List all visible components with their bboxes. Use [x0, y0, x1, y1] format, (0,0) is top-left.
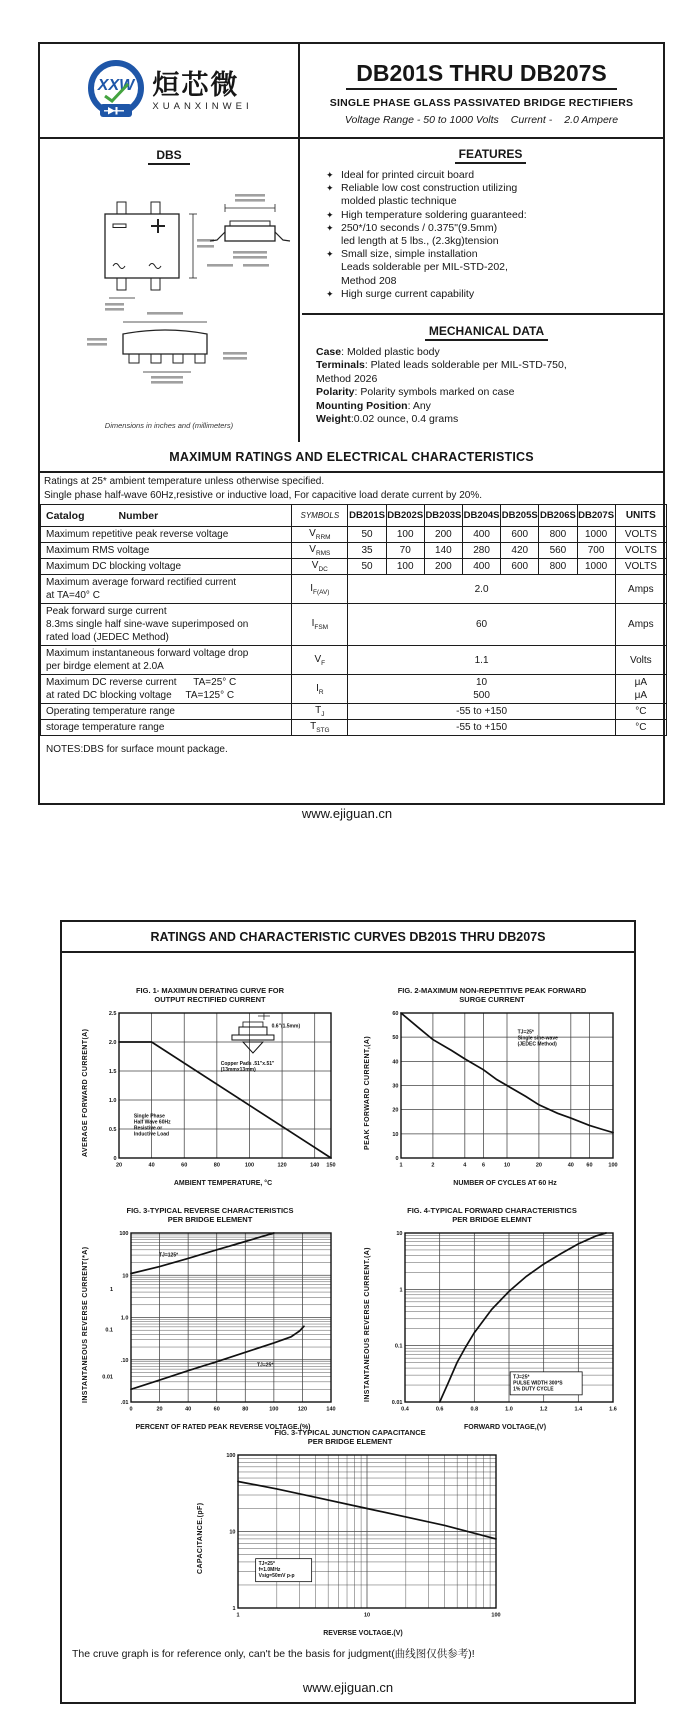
svg-text:f=1.0MHz: f=1.0MHz	[258, 1567, 280, 1574]
features-section	[302, 139, 663, 315]
svg-text:1% DUTY CYCLE: 1% DUTY CYCLE	[512, 1386, 554, 1393]
feature-line	[326, 275, 655, 288]
row-symbol: $I_R$	[292, 675, 348, 704]
row-label: Maximum DC blocking voltage	[41, 559, 292, 575]
row-value-span: -55 to +150	[348, 704, 615, 720]
feature-text: Method 208	[341, 274, 397, 287]
brand-name-en: XUANXINWEI	[152, 100, 253, 112]
svg-text:0: 0	[128, 1406, 133, 1413]
svg-text:.01: .01	[120, 1400, 128, 1406]
feature-text: Reliable low cost construction utilizing	[341, 182, 518, 195]
svg-text:1: 1	[235, 1612, 240, 1619]
svg-text:140: 140	[309, 1162, 319, 1169]
row-value: 700	[577, 543, 615, 559]
fig1-title: FIG. 1- MAXIMUN DERATING CURVE FOR OUTPUT RECTIFIED CURRENT	[135, 986, 285, 1004]
feature-bullet-icon: ✦	[326, 183, 334, 194]
row-symbol: $V_{RRM}$	[292, 527, 348, 543]
row-units: °C	[615, 720, 666, 736]
svg-text:0.1: 0.1	[394, 1343, 402, 1350]
svg-text:100: 100	[490, 1612, 501, 1619]
mech-line: Terminals: Plated leads solderable per MIL-STD-750,	[316, 359, 567, 372]
svg-text:80: 80	[241, 1406, 248, 1413]
row-symbol: $V_{DC}$	[292, 559, 348, 575]
row-value: 50	[348, 559, 386, 575]
row-units: VOLTS	[615, 527, 666, 543]
feature-text: High surge current capability	[341, 287, 475, 300]
feature-bullet-icon	[326, 235, 341, 248]
svg-text:2: 2	[430, 1162, 434, 1169]
notes-bottom: NOTES:DBS for surface mount package.	[46, 744, 228, 755]
fig3-plot-host	[89, 1226, 339, 1423]
series-tj-125	[131, 1233, 274, 1274]
row-value: 100	[386, 527, 424, 543]
subtitle: SINGLE PHASE GLASS PASSIVATED BRIDGE RECTIFIERS	[329, 96, 634, 109]
svg-text:1.0: 1.0	[504, 1406, 513, 1413]
svg-text:20: 20	[156, 1406, 163, 1413]
svg-text:0.8: 0.8	[470, 1406, 478, 1413]
fig5-block	[178, 1428, 522, 1637]
mechanical-section	[302, 315, 663, 426]
svg-text:40: 40	[148, 1162, 155, 1169]
svg-text:120: 120	[297, 1406, 307, 1413]
mechanical-list	[316, 346, 657, 426]
curves-page-title: RATINGS AND CHARACTERISTIC CURVES DB201S THRU DB207S	[62, 922, 634, 953]
row-value: 600	[501, 559, 539, 575]
svg-text:10: 10	[503, 1162, 510, 1169]
svg-text:1.5: 1.5	[108, 1069, 116, 1075]
feature-line	[326, 195, 655, 208]
feature-line	[326, 288, 655, 301]
svg-text:80: 80	[213, 1162, 220, 1169]
row-value-span: -55 to +150	[348, 720, 615, 736]
mech-line: Method 2026	[316, 372, 378, 385]
ratings-notes	[40, 473, 663, 504]
feature-text: 250*/10 seconds / 0.375"(9.5mm)	[341, 221, 498, 234]
row-label: Maximum DC reverse current TA=25° C at rated DC blocking voltage TA=125° C	[41, 675, 292, 704]
feature-text: Small size, simple installation	[341, 248, 478, 261]
svg-text:100: 100	[244, 1162, 254, 1169]
svg-text:0.1: 0.1	[104, 1327, 113, 1334]
svg-text:150: 150	[325, 1162, 336, 1169]
svg-text:60: 60	[180, 1162, 187, 1169]
brand-text	[152, 70, 252, 112]
svg-text:TJ=125*: TJ=125*	[158, 1252, 178, 1259]
fig1-plot	[89, 1006, 339, 1174]
svg-text:60: 60	[585, 1162, 593, 1169]
col-header-device: DB205S	[501, 505, 539, 527]
ratings-table	[40, 504, 667, 736]
ratings-band-title: MAXIMUM RATINGS AND ELECTRICAL CHARACTERISTICS	[40, 442, 663, 473]
svg-text:Vsig=50mV p-p: Vsig=50mV p-p	[258, 1573, 295, 1580]
svg-text:30: 30	[391, 1083, 398, 1090]
svg-text:20: 20	[535, 1162, 542, 1169]
brand-name-cn: 烜芯微	[152, 69, 240, 100]
svg-text:60: 60	[213, 1406, 220, 1413]
row-units: °C	[615, 704, 666, 720]
svg-text:6: 6	[481, 1162, 485, 1169]
col-header-device: DB202S	[386, 505, 424, 527]
svg-text:0.4: 0.4	[400, 1406, 409, 1413]
svg-text:.10: .10	[120, 1357, 128, 1364]
row-label: Maximum average forward rectified current at TA=40° C	[41, 575, 292, 604]
row-value: 280	[462, 543, 500, 559]
col-header-device: DB203S	[424, 505, 462, 527]
table-row	[41, 559, 667, 575]
row-symbol: $I_{FSM}$	[292, 604, 348, 646]
row-value: 140	[424, 543, 462, 559]
svg-text:10: 10	[391, 1131, 398, 1138]
ratings-summary	[345, 114, 618, 126]
fig2-xlabel: NUMBER OF CYCLES AT 60 Hz	[453, 1180, 557, 1187]
svg-text:1.6: 1.6	[608, 1406, 617, 1413]
feature-line	[326, 222, 655, 235]
fig5-plot-host	[204, 1448, 504, 1629]
logo-icon	[85, 59, 147, 123]
right-panel	[302, 139, 663, 442]
row-value: 600	[501, 527, 539, 543]
svg-text:0.5: 0.5	[108, 1127, 116, 1133]
svg-text:TJ=25*: TJ=25*	[512, 1374, 529, 1381]
row-value-span: 60	[348, 604, 615, 646]
col-header-device: DB207S	[577, 505, 615, 527]
svg-text:60: 60	[391, 1011, 398, 1017]
svg-text:TJ=25*: TJ=25*	[258, 1561, 275, 1568]
svg-text:1: 1	[231, 1606, 235, 1612]
svg-text:40: 40	[391, 1059, 398, 1066]
svg-text:4: 4	[462, 1162, 466, 1169]
col-header-device: DB204S	[462, 505, 500, 527]
row-value: 800	[539, 559, 577, 575]
mech-line: Polarity: Polarity symbols marked on case	[316, 386, 515, 399]
svg-text:1.0: 1.0	[120, 1315, 128, 1322]
package-drawing-panel	[40, 139, 300, 442]
svg-text:120: 120	[276, 1162, 287, 1169]
logo	[40, 44, 300, 137]
fig3-block	[70, 1206, 350, 1431]
svg-text:10: 10	[363, 1612, 370, 1619]
fig1-block	[70, 986, 350, 1187]
svg-text:Copper Pads .51"x.51": Copper Pads .51"x.51"	[220, 1061, 274, 1068]
fig5-xlabel: REVERSE VOLTAGE.(V)	[323, 1630, 403, 1637]
table-row	[41, 527, 667, 543]
svg-text:(JEDEC Method): (JEDEC Method)	[517, 1041, 557, 1048]
row-symbol: $V_{RMS}$	[292, 543, 348, 559]
mechanical-title: MECHANICAL DATA	[316, 324, 657, 338]
fig2-block	[350, 986, 634, 1187]
svg-text:40: 40	[184, 1406, 191, 1413]
svg-text:0.01: 0.01	[101, 1374, 113, 1381]
feature-text: High temperature soldering guaranteed:	[341, 208, 527, 221]
title-block	[300, 44, 663, 137]
svg-text:1: 1	[109, 1286, 113, 1293]
svg-text:0: 0	[394, 1156, 398, 1162]
logo-letters: XXW	[98, 76, 135, 94]
reference-note: The cruve graph is for reference only, can't be the basis for judgment(曲线图仅供参考)!	[72, 1648, 475, 1660]
features-title: FEATURES	[326, 147, 655, 161]
row-units: Amps	[615, 604, 666, 646]
feature-bullet-icon: ✦	[326, 170, 334, 180]
feature-bullet-icon	[326, 195, 341, 208]
svg-text:Resistive or: Resistive or	[133, 1125, 162, 1132]
svg-text:Inductive Load: Inductive Load	[133, 1131, 169, 1138]
svg-text:100: 100	[607, 1162, 618, 1169]
col-header-device: DB201S	[348, 505, 386, 527]
svg-text:1.4: 1.4	[574, 1406, 582, 1413]
table-header-row	[41, 505, 667, 527]
svg-text:2.0: 2.0	[108, 1040, 116, 1046]
svg-text:100: 100	[118, 1231, 128, 1237]
svg-text:20: 20	[115, 1162, 122, 1169]
row-label: Maximum repetitive peak reverse voltage	[41, 527, 292, 543]
feature-bullet-icon: ✦	[326, 249, 334, 260]
mech-line: Mounting Position: Any	[316, 399, 431, 412]
mech-line: Case: Molded plastic body	[316, 346, 440, 358]
row-symbol: $T_J$	[292, 704, 348, 720]
feature-bullet-icon: ✦	[326, 222, 334, 233]
table-row	[41, 543, 667, 559]
svg-text:TJ=25*: TJ=25*	[517, 1029, 534, 1036]
row-symbol: $I_{F(AV)}$	[292, 575, 348, 604]
row-value: 1000	[577, 527, 615, 543]
row-units: Volts	[615, 646, 666, 675]
row-units: VOLTS	[615, 559, 666, 575]
dimensions-caption: Dimensions in inches and (millimeters)	[104, 421, 234, 430]
website-footer: www.ejiguan.cn	[301, 806, 393, 821]
svg-text:10: 10	[121, 1273, 128, 1280]
svg-text:(13mmx13mm): (13mmx13mm)	[220, 1067, 256, 1074]
col-header-device: DB206S	[539, 505, 577, 527]
website-footer: www.ejiguan.cn	[302, 1680, 394, 1695]
fig3-plot	[89, 1226, 339, 1418]
ratings-note-line: Single phase half-wave 60Hz,resistive or inductive load, For capacitive load derate current by 20%.	[44, 489, 483, 501]
svg-text:0: 0	[112, 1156, 116, 1162]
row-units: Amps	[615, 575, 666, 604]
svg-text:20: 20	[391, 1107, 398, 1114]
current-label: Current -	[510, 113, 553, 126]
row-label: Peak forward surge current 8.3ms single half sine-wave superimposed on rated load (JEDEC Method)	[41, 604, 292, 646]
table-row	[41, 720, 667, 736]
feature-line	[326, 248, 655, 261]
fig3-title: FIG. 3-TYPICAL REVERSE CHARACTERISTICS PER BRIDGE ELEMENT	[126, 1206, 294, 1224]
row-value: 200	[424, 559, 462, 575]
svg-text:100: 100	[225, 1453, 235, 1459]
svg-text:10: 10	[228, 1529, 235, 1536]
fig5-title: FIG. 3-TYPICAL JUNCTION CAPACITANCE PER BRIDGE ELEMENT	[274, 1428, 426, 1446]
row-label: Maximum RMS voltage	[41, 543, 292, 559]
mech-line: Weight:0.02 ounce, 0.4 grams	[316, 413, 459, 426]
dbs-package-drawing	[47, 166, 291, 402]
feature-bullet-icon: ✦	[326, 209, 334, 220]
row-label: Operating temperature range	[41, 704, 292, 720]
svg-text:2.5: 2.5	[108, 1011, 116, 1017]
row-value: 35	[348, 543, 386, 559]
row-symbol: $V_F$	[292, 646, 348, 675]
row-units: μA μA	[615, 675, 666, 704]
fig2-title: FIG. 2-MAXIMUM NON-REPETITIVE PEAK FORWARD SURGE CURRENT	[397, 986, 587, 1004]
row-value-span: 2.0	[348, 575, 615, 604]
row-value: 70	[386, 543, 424, 559]
svg-text:0.6: 0.6	[435, 1406, 443, 1413]
series-tj-25	[131, 1326, 304, 1389]
svg-text:1: 1	[398, 1287, 402, 1294]
row-value-span: 10 500	[348, 675, 615, 704]
svg-text:1.2: 1.2	[539, 1406, 547, 1413]
row-label: storage temperature range	[41, 720, 292, 736]
ratings-note-line: Ratings at 25* ambient temperature unless otherwise specified.	[44, 476, 325, 487]
package-name: DBS	[40, 148, 298, 162]
fig4-xlabel: FORWARD VOLTAGE,(V)	[463, 1424, 547, 1431]
svg-text:Single sine-wave: Single sine-wave	[517, 1035, 558, 1042]
feature-line	[326, 261, 655, 274]
svg-text:Single Phase: Single Phase	[133, 1113, 165, 1120]
page-title: DB201S THRU DB207S	[346, 60, 617, 90]
feature-line	[326, 169, 655, 182]
row-value: 50	[348, 527, 386, 543]
fig1-ylabel: AVERAGE FORWARD CURRENT(A)	[81, 1028, 89, 1157]
fig3-ylabel: INSTANTANEOUS REVERSE CURRENT(*A)	[81, 1246, 89, 1403]
svg-text:50: 50	[391, 1035, 398, 1042]
fig4-block	[350, 1206, 634, 1431]
feature-text: Ideal for printed circuit board	[341, 169, 475, 181]
row-value: 1000	[577, 559, 615, 575]
svg-text:10: 10	[395, 1231, 402, 1237]
feature-bullet-icon	[326, 275, 341, 288]
fig2-plot	[371, 1006, 621, 1174]
fig2-plot-host	[371, 1006, 621, 1179]
datasheet-page-1	[38, 42, 665, 805]
col-header-units: UNITS	[615, 505, 666, 527]
feature-text: led length at 5 lbs., (2.3kg)tension	[341, 235, 499, 248]
svg-text:1: 1	[398, 1162, 403, 1169]
fig2-ylabel: PEAK FORWARD CURRENT,(A)	[363, 1035, 371, 1150]
feature-bullet-icon: ✦	[326, 288, 334, 299]
svg-text:TJ=25*: TJ=25*	[256, 1362, 273, 1369]
svg-text:1.0: 1.0	[108, 1098, 116, 1104]
row-value: 200	[424, 527, 462, 543]
fig3-xlabel: PERCENT OF RATED PEAK REVERSE VOLTAGE.(%)	[135, 1424, 311, 1431]
fig5-plot	[204, 1448, 504, 1624]
row-units: VOLTS	[615, 543, 666, 559]
svg-text:0.6"(1.5mm): 0.6"(1.5mm)	[271, 1023, 300, 1030]
feature-text: Leads solderable per MIL-STD-202,	[341, 261, 508, 274]
svg-text:0.01: 0.01	[391, 1400, 402, 1406]
fig5-ylabel: CAPACITANCE.(pF)	[196, 1502, 204, 1575]
svg-text:40: 40	[567, 1162, 574, 1169]
header	[40, 44, 663, 139]
row-value: 100	[386, 559, 424, 575]
row-value: 420	[501, 543, 539, 559]
datasheet-page-2	[60, 920, 636, 1704]
svg-text:Half Wave 60Hz: Half Wave 60Hz	[133, 1119, 171, 1126]
table-row	[41, 604, 667, 646]
feature-line	[326, 182, 655, 195]
table-row	[41, 704, 667, 720]
row-label: Maximum instantaneous forward voltage drop per birdge element at 2.0A	[41, 646, 292, 675]
row-value-span: 1.1	[348, 646, 615, 675]
col-header-symbols: SYMBOLS	[292, 505, 348, 527]
fig4-title: FIG. 4-TYPICAL FORWARD CHARACTERISTICS PER BRIDGE ELEMNT	[407, 1206, 577, 1224]
svg-text:140: 140	[325, 1406, 336, 1413]
col-header-catalog-number: Catalog Number	[41, 505, 292, 527]
table-row	[41, 646, 667, 675]
current-value: 2.0 Ampere	[564, 113, 619, 126]
table-row	[41, 575, 667, 604]
fig1-xlabel: AMBIENT TEMPERATURE, °C	[173, 1180, 273, 1187]
feature-line	[326, 209, 655, 222]
row-value: 400	[462, 527, 500, 543]
svg-text:100: 100	[268, 1406, 278, 1413]
feature-line	[326, 235, 655, 248]
svg-text:PULSE WIDTH 300*S: PULSE WIDTH 300*S	[512, 1380, 563, 1387]
table-row	[41, 675, 667, 704]
fig1-plot-host	[89, 1006, 339, 1179]
row-value: 800	[539, 527, 577, 543]
feature-text: molded plastic technique	[341, 195, 457, 208]
fig4-plot	[371, 1226, 621, 1418]
row-value: 560	[539, 543, 577, 559]
fig4-ylabel: INSTANTANEOUS REVERSE CURRENT.(A)	[363, 1247, 371, 1402]
features-list	[326, 169, 655, 301]
row-symbol: $T_{STG}$	[292, 720, 348, 736]
fig4-plot-host	[371, 1226, 621, 1423]
row-value: 400	[462, 559, 500, 575]
feature-bullet-icon	[326, 261, 341, 274]
voltage-range: Voltage Range - 50 to 1000 Volts	[344, 113, 499, 126]
